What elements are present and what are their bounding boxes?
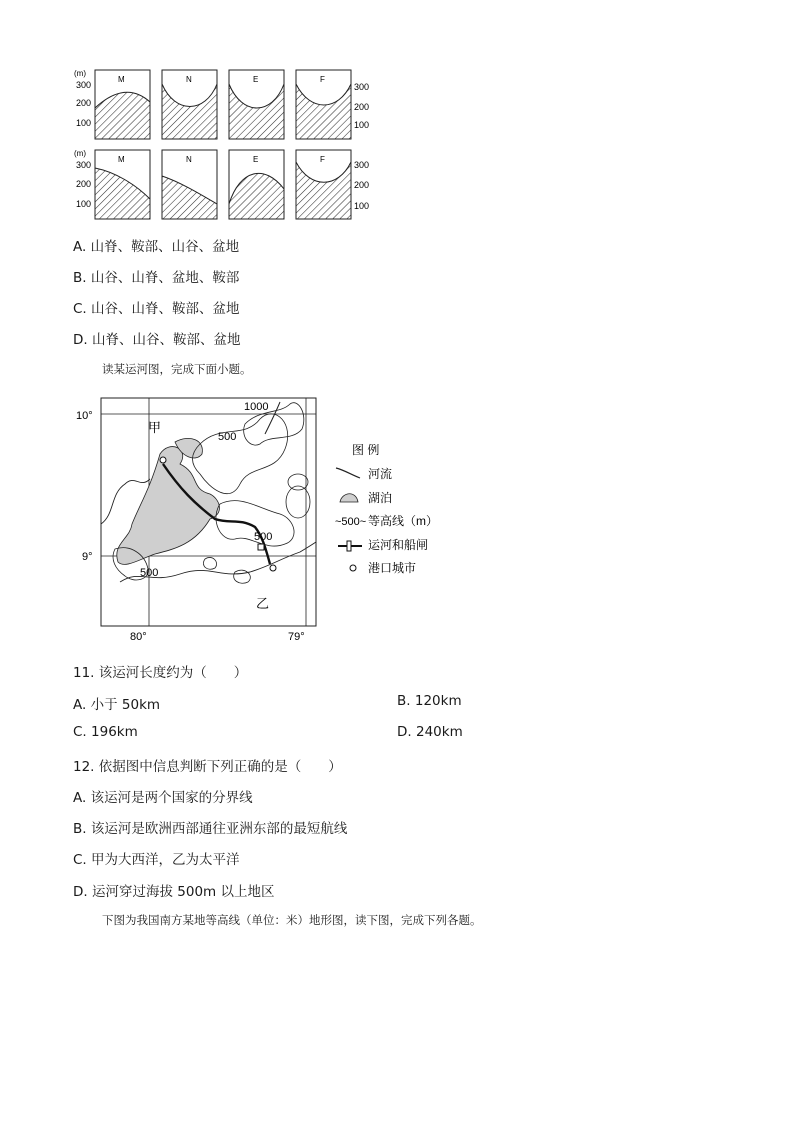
q10-option-a[interactable]	[73, 235, 239, 255]
legend-lake-icon	[340, 494, 358, 502]
profile-label: N	[186, 75, 192, 84]
profile-label: M	[118, 75, 125, 84]
q12-stem: 12. 依据图中信息判断下列正确的是（ ）	[73, 759, 342, 775]
option-letter: D.	[397, 724, 412, 740]
option-letter: B.	[397, 693, 411, 709]
terrain-profiles-figure	[70, 64, 380, 224]
profile-tick: 200	[354, 102, 370, 112]
q12-option-d[interactable]	[73, 880, 275, 900]
legend-canal-label: 运河和船闸	[368, 538, 429, 552]
option-text: 196km	[91, 724, 138, 740]
contour-label: 1000	[244, 401, 269, 413]
option-text: 甲为大西洋，乙为太平洋	[91, 852, 240, 868]
profile-tick: 100	[354, 120, 370, 130]
profile-tick: 200	[76, 98, 92, 108]
option-letter: B.	[73, 270, 87, 286]
next-intro: 下图为我国南方某地等高线（单位：米）地形图，读下图，完成下列各题。	[102, 913, 482, 927]
port-city	[270, 565, 276, 571]
canal-intro: 读某运河图，完成下面小题。	[102, 362, 252, 376]
option-text: 山脊、鞍部、山谷、盆地	[90, 239, 240, 255]
profile-tick: 100	[76, 118, 92, 128]
q10-option-c[interactable]	[73, 297, 240, 317]
profile-tick: 100	[76, 199, 92, 209]
option-letter: C.	[73, 301, 87, 317]
legend-contour-sample: ~500~	[335, 516, 367, 528]
q12-option-c[interactable]	[73, 848, 240, 868]
legend-port-icon	[350, 565, 356, 571]
q11-option-d[interactable]	[397, 724, 463, 740]
profile-e-row1	[229, 70, 284, 139]
q11-stem: 11. 该运河长度约为（ ）	[73, 665, 248, 681]
profile-label: F	[320, 155, 325, 164]
profile-tick: 300	[354, 160, 370, 170]
option-letter: A.	[73, 697, 87, 713]
legend-lock-icon	[347, 541, 351, 551]
option-text: 该运河是两个国家的分界线	[90, 790, 253, 806]
option-letter: C.	[73, 852, 87, 868]
profile-label: F	[320, 75, 325, 84]
lon-label-left: 80°	[130, 631, 147, 643]
port-city	[160, 457, 166, 463]
canal-lock	[258, 544, 264, 550]
option-letter: D.	[73, 884, 88, 900]
profile-tick: 200	[76, 179, 92, 189]
option-letter: B.	[73, 821, 87, 837]
legend-port-label: 港口城市	[368, 561, 417, 575]
profile-label: M	[118, 155, 125, 164]
option-letter: D.	[73, 332, 88, 348]
map-legend	[335, 442, 438, 575]
contour-label: 500	[254, 531, 273, 543]
option-letter: A.	[73, 790, 87, 806]
legend-river-icon	[336, 468, 360, 478]
profile-n-row2	[162, 150, 217, 219]
profile-tick: 300	[76, 80, 92, 90]
q11-option-c[interactable]	[73, 724, 138, 740]
option-text: 山谷、山脊、盆地、鞍部	[90, 270, 240, 286]
option-text: 240km	[415, 724, 463, 740]
lon-label-right: 79°	[288, 631, 305, 643]
contour-label: 500	[140, 567, 159, 579]
lat-label-bottom: 9°	[82, 551, 93, 563]
profile-tick: 200	[354, 180, 370, 190]
q11-option-a[interactable]	[73, 693, 160, 713]
profile-f-row2	[296, 150, 351, 219]
legend-title: 图 例	[352, 443, 380, 457]
contour-label: 500	[218, 431, 237, 443]
legend-river-label: 河流	[368, 467, 393, 481]
profile-m-row2	[95, 150, 150, 219]
profile-unit-label: (m)	[74, 69, 86, 78]
q11-option-b[interactable]	[397, 693, 462, 709]
option-text: 小于 50km	[90, 697, 161, 713]
q10-option-d[interactable]	[73, 328, 240, 348]
profile-unit-label: (m)	[74, 149, 86, 158]
profile-label: E	[253, 155, 259, 164]
lat-label-top: 10°	[76, 410, 93, 422]
q12-option-b[interactable]	[73, 817, 347, 837]
option-text: 山谷、山脊、鞍部、盆地	[91, 301, 240, 317]
legend-lake-label: 湖泊	[368, 491, 393, 505]
profile-m-row1	[95, 70, 150, 139]
option-letter: A.	[73, 239, 87, 255]
profile-tick: 300	[76, 160, 92, 170]
profile-f-row1	[296, 70, 351, 139]
legend-contour-label: 等高线（m）	[368, 514, 438, 528]
profile-label: E	[253, 75, 259, 84]
profile-label: N	[186, 155, 192, 164]
option-text: 120km	[414, 693, 462, 709]
q12-option-a[interactable]	[73, 786, 253, 806]
region-label-jia: 甲	[148, 420, 162, 435]
profile-tick: 300	[354, 82, 370, 92]
option-text: 该运河是欧洲西部通往亚洲东部的最短航线	[90, 821, 348, 837]
profile-tick: 100	[354, 201, 370, 211]
profile-e-row2	[229, 150, 284, 219]
q10-option-b[interactable]	[73, 266, 239, 286]
region-label-yi: 乙	[256, 596, 270, 611]
option-text: 山脊、山谷、鞍部、盆地	[91, 332, 241, 348]
option-text: 运河穿过海拔 500m 以上地区	[91, 884, 275, 900]
option-letter: C.	[73, 724, 87, 740]
profile-n-row1	[162, 70, 217, 139]
canal-map	[70, 394, 460, 644]
